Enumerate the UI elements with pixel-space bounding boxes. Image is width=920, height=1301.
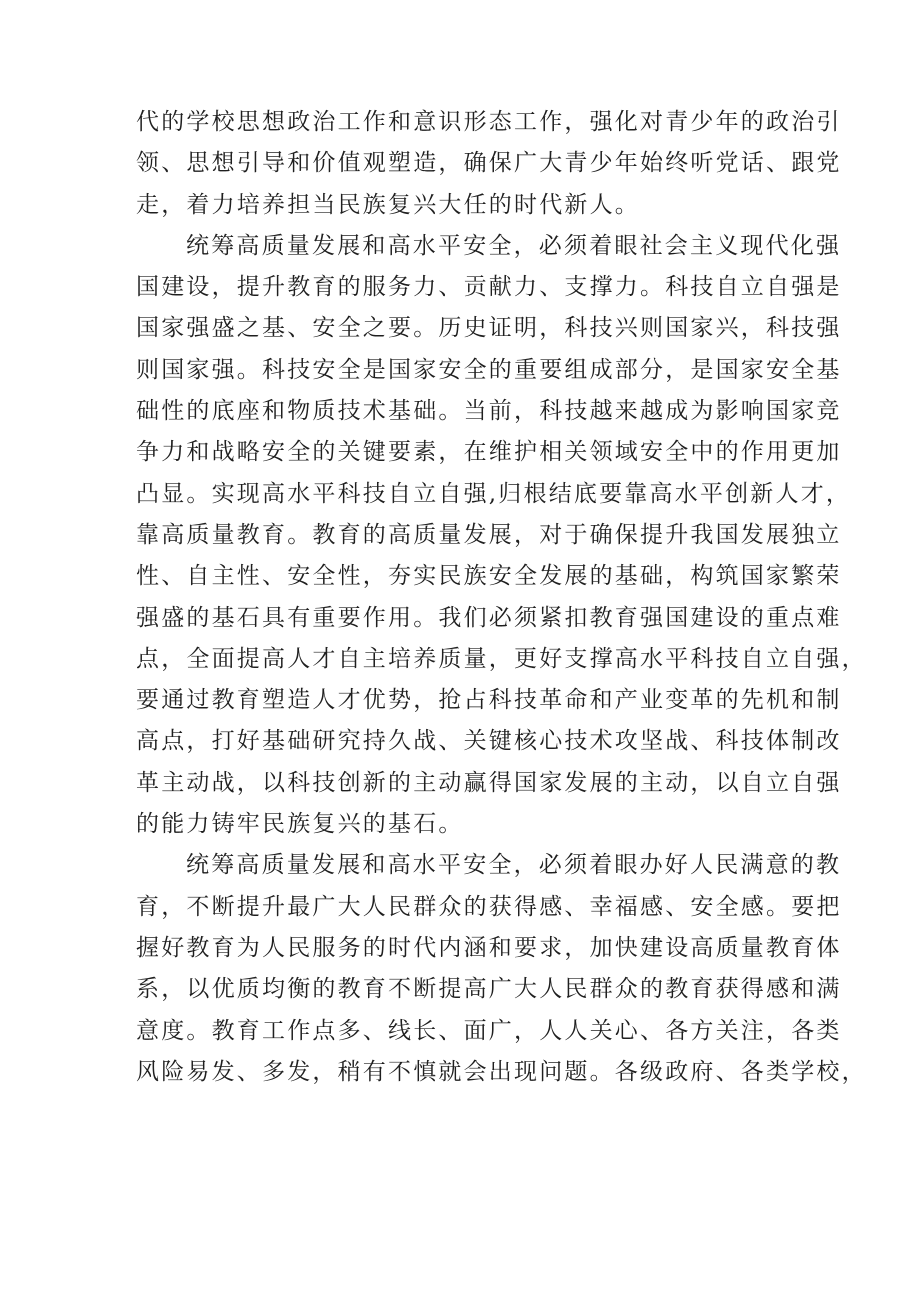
text-line: 强盛的基石具有重要作用。我们必须紧扣教育强国建设的重点难 bbox=[136, 604, 842, 631]
text-line: 握好教育为人民服务的时代内涵和要求，加快建设高质量教育体 bbox=[136, 934, 842, 961]
text-line: 风险易发、多发，稍有不慎就会出现问题。各级政府、各类学校， bbox=[136, 1058, 867, 1085]
paragraph-3 bbox=[136, 845, 867, 1093]
paragraph-2 bbox=[136, 226, 867, 845]
text-line: 的能力铸牢民族复兴的基石。 bbox=[136, 811, 464, 838]
text-line: 革主动战，以科技创新的主动赢得国家发展的主动，以自立自强 bbox=[136, 769, 842, 796]
text-line: 点，全面提高人才自主培养质量，更好支撑高水平科技自立自强， bbox=[136, 645, 867, 672]
text-line: 领、思想引导和价值观塑造，确保广大青少年始终听党话、跟党 bbox=[136, 150, 842, 177]
text-line: 要通过教育塑造人才优势，抢占科技革命和产业变革的先机和制 bbox=[136, 687, 842, 714]
text-line: 础性的底座和物质技术基础。当前，科技越来越成为影响国家竞 bbox=[136, 398, 842, 425]
text-line: 育，不断提升最广大人民群众的获得感、幸福感、安全感。要把 bbox=[136, 893, 842, 920]
text-line: 统筹高质量发展和高水平安全，必须着眼办好人民满意的教 bbox=[186, 852, 842, 879]
text-line: 凸显。实现高水平科技自立自强,归根结底要靠高水平创新人才， bbox=[136, 480, 852, 507]
text-line: 代的学校思想政治工作和意识形态工作，强化对青少年的政治引 bbox=[136, 109, 842, 135]
text-line: 性、自主性、安全性，夯实民族安全发展的基础，构筑国家繁荣 bbox=[136, 563, 842, 590]
text-line: 争力和战略安全的关键要素，在维护相关领域安全中的作用更加 bbox=[136, 439, 842, 466]
text-line: 统筹高质量发展和高水平安全，必须着眼社会主义现代化强 bbox=[186, 232, 842, 259]
text-line: 则国家强。科技安全是国家安全的重要组成部分，是国家安全基 bbox=[136, 356, 842, 383]
text-line: 高点，打好基础研究持久战、关键核心技术攻坚战、科技体制改 bbox=[136, 728, 842, 755]
text-line: 国家强盛之基、安全之要。历史证明，科技兴则国家兴，科技强 bbox=[136, 315, 842, 342]
paragraph-1 bbox=[136, 102, 842, 226]
text-line: 靠高质量教育。教育的高质量发展，对于确保提升我国发展独立 bbox=[136, 521, 842, 548]
text-line: 国建设，提升教育的服务力、贡献力、支撑力。科技自立自强是 bbox=[136, 274, 842, 301]
document-body bbox=[136, 102, 867, 1093]
text-line: 意度。教育工作点多、线长、面广，人人关心、各方关注，各类 bbox=[136, 1017, 842, 1044]
text-line: 走，着力培养担当民族复兴大任的时代新人。 bbox=[136, 191, 640, 218]
text-line: 系，以优质均衡的教育不断提高广大人民群众的教育获得感和满 bbox=[136, 976, 842, 1003]
